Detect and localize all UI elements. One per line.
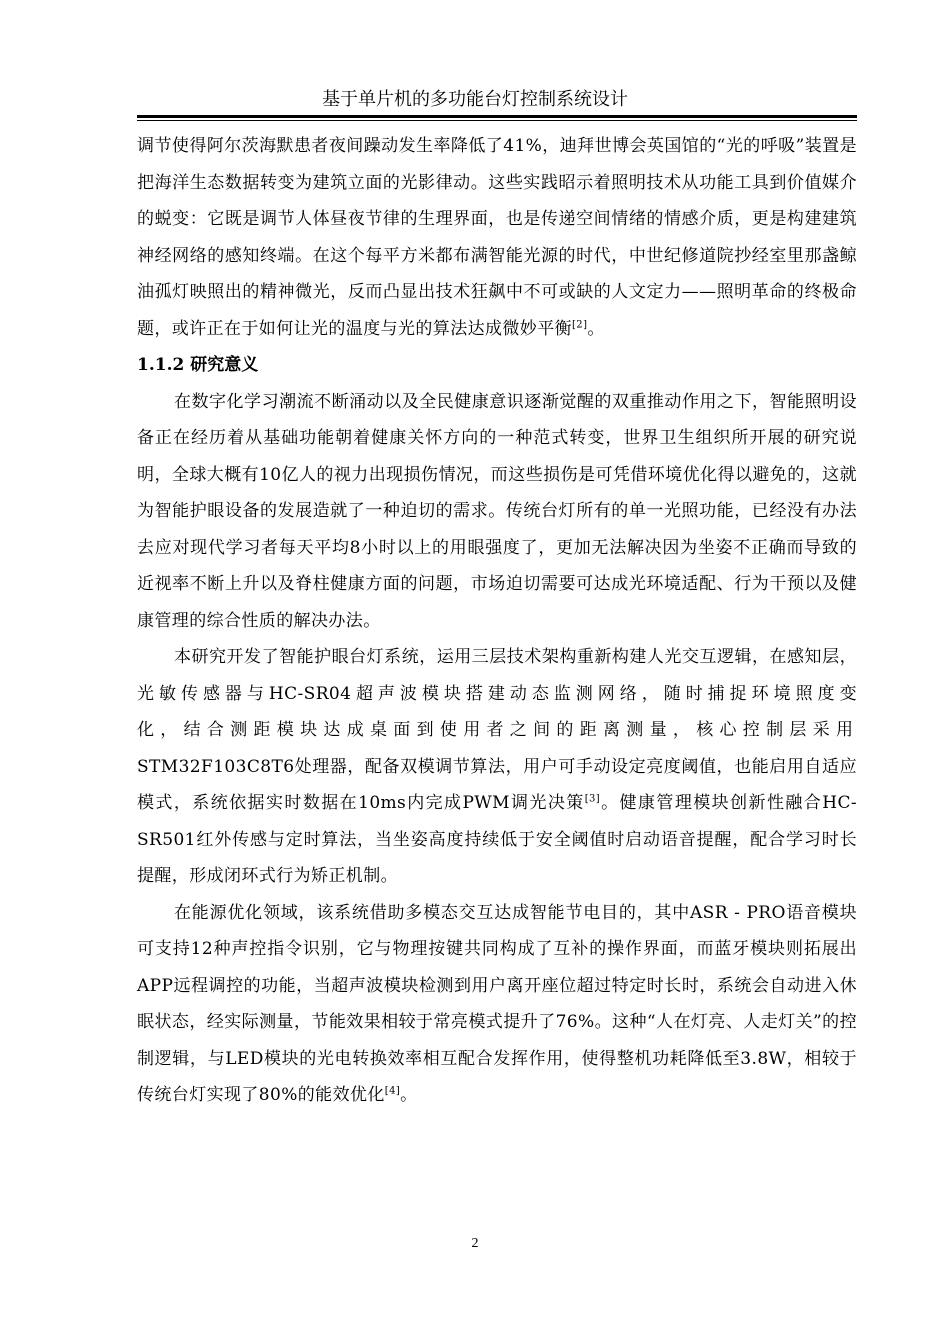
header-rule-thin [137,120,857,121]
paragraph-energy-optimization [137,895,857,1114]
paragraph-research-significance: 在数字化学习潮流不断涌动以及全民健康意识逐渐觉醒的双重推动作用之下，智能照明设备正在经历着从基础功能朝着健康关怀方向的一种范式转变，世界卫生组织所开展的研究说明，全球大概有10亿人的视力出现损伤情况，而这些损伤是可凭借环境优化得以避免的，这就为智能护眼设备的发展造就了一种迫切的需求。传统台灯所有的单一光照功能，已经没有办法去应对现代学习者每天平均8小时以上的用眼强度了，更加无法解决因为坐姿不正确而导致的近视率不断上升以及脊柱健康方面的问题，市场迫切需要可达成光环境适配、行为干预以及健康管理的综合性质的解决办法。 [137,391,857,631]
paragraph-text: STM32F103C8T6处理器，配备双模调节算法，用户可手动设定亮度阈值，也能启用自适应模式，系统依据实时数据在10ms内完成PWM调光决策 [137,756,857,813]
paragraph-system-rest [137,749,857,895]
paragraph-tail: 。 [400,1085,418,1105]
page-number: 2 [471,1236,479,1251]
citation-2[interactable]: [2] [572,318,588,330]
paragraph-tail: 。 [587,318,605,339]
paragraph-system-lines-2: 化，结合测距模块达成桌面到使用者之间的距离测量，核心控制层采用 [137,720,857,740]
paragraph-tail: 。健康管理模块创新性融合HC-SR501红外传感与定时算法，当坐姿高度持续低于安全阈值时启动语音提醒，配合学习时长提醒，形成闭环式行为矫正机制。 [137,793,857,886]
page-body [137,128,857,1114]
citation-4[interactable]: [4] [384,1085,401,1097]
paragraph-text: 在能源优化领域，该系统借助多模态交互达成智能节电目的，其中ASR - PRO语音模块可支持12种声控指令识别，它与物理按键共同构成了互补的操作界面，而蓝牙模块则拓展出APP远程调控的功能，当超声波模块检测到用户离开座位超过特定时长时，系统会自动进入休眠状态，经实际测量，节能效果相较于常亮模式提升了76%。这种“人在灯亮、人走灯关”的控制逻辑，与LED模块的光电转换效率相互配合发挥作用，使得整机功耗降低至3.8W，相较于传统台灯实现了80%的能效优化 [137,902,857,1105]
header-rule-thick [137,115,857,118]
citation-3[interactable]: [3] [584,793,601,805]
section-heading: 1.1.2 研究意义 [137,355,259,375]
paragraph-system-lines-1: 本研究开发了智能护眼台灯系统，运用三层技术架构重新构建人光交互逻辑，在感知层，光敏传感器与HC-SR04超声波模块搭建动态监测网络，随时捕捉环境照度变 [137,647,857,704]
paragraph-text: 调节使得阿尔茨海默患者夜间躁动发生率降低了41%，迪拜世博会英国馆的“光的呼吸”装置是把海洋生态数据转变为建筑立面的光影律动。这些实践昭示着照明技术从功能工具到价值媒介的蜕变：它既是调节人体昼夜节律的生理界面，也是传递空间情绪的情感介质，更是构建建筑神经网络的感知终端。在这个每平方米都布满智能光源的时代，中世纪修道院抄经室里那盏鲸油孤灯映照出的精神微光，反而凸显出技术狂飙中不可或缺的人文定力——照明革命的终极命题，或许正在于如何让光的温度与光的算法达成微妙平衡 [137,136,857,339]
paragraph-continued [137,128,857,347]
running-header: 基于单片机的多功能台灯控制系统设计 [322,89,628,110]
